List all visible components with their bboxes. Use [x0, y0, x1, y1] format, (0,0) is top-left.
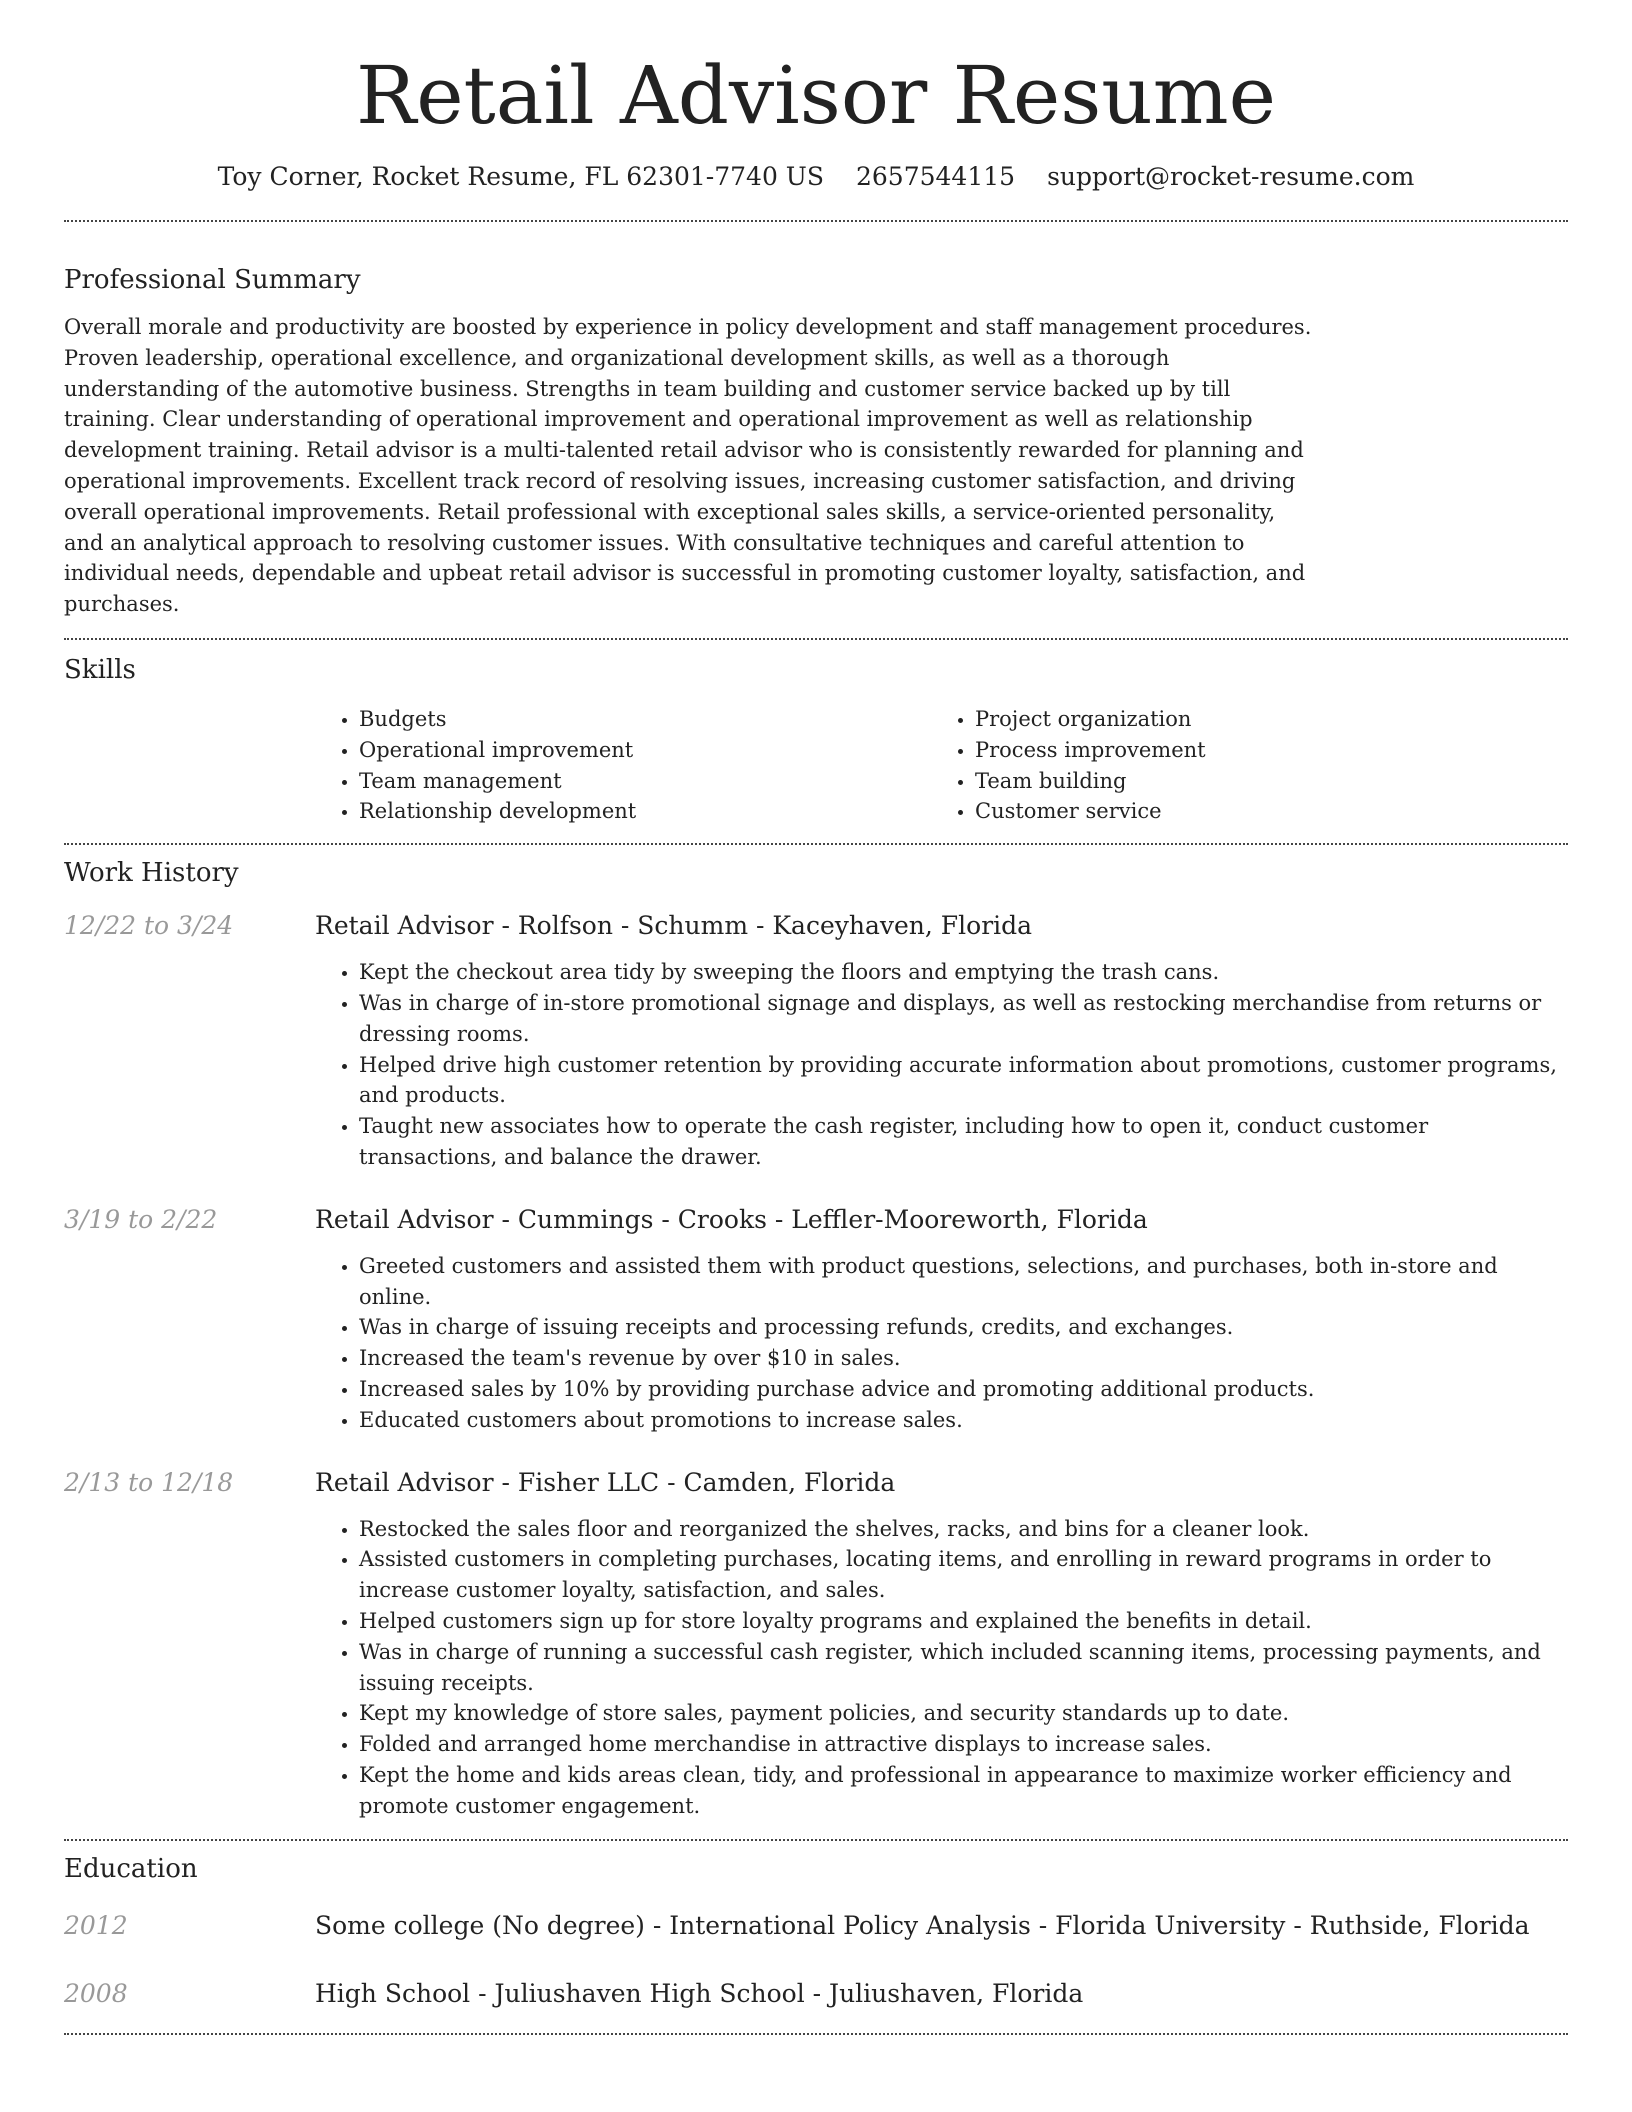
job-entry — [64, 1466, 1568, 1822]
job-details — [315, 1466, 1568, 1822]
job-bullet: • Increased sales by 10% by providing purchase advice and promoting additional products. — [359, 1374, 1568, 1405]
job-title: Retail Advisor - Cummings - Crooks - Leffler-Mooreworth, Florida — [315, 1204, 1148, 1234]
job-bullet: • Assisted customers in completing purchases, locating items, and enrolling in reward programs in order to increase customer loyalty, satisfaction, and sales. — [359, 1544, 1568, 1606]
job-bullet: • Kept the home and kids areas clean, tidy, and professional in appearance to maximize worker efficiency and promote customer engagement. — [359, 1760, 1568, 1822]
skill-item: • Relationship development — [359, 796, 931, 827]
job-bullet: • Was in charge of in-store promotional signage and displays, as well as restocking merchandise from returns or dressing rooms. — [359, 988, 1568, 1050]
education-section — [64, 1851, 1568, 2011]
education-year: 2008 — [64, 1979, 128, 2009]
divider — [64, 843, 1568, 845]
contact-address: Toy Corner, Rocket Resume, FL 62301-7740 US — [217, 162, 824, 191]
contact-email: support@rocket-resume.com — [1047, 162, 1415, 191]
job-bullet: • Kept my knowledge of store sales, payment policies, and security standards up to date. — [359, 1698, 1568, 1729]
job-entry — [64, 909, 1568, 1173]
job-dates: 2/13 to 12/18 — [64, 1467, 234, 1497]
skills-section — [64, 652, 1568, 827]
work-history-section — [64, 855, 1568, 1821]
job-bullets — [315, 957, 1568, 1173]
job-bullets — [315, 1251, 1568, 1436]
divider — [64, 1839, 1568, 1841]
resume-page — [64, 0, 1568, 2035]
job-bullet: • Folded and arranged home merchandise in attractive displays to increase sales. — [359, 1729, 1568, 1760]
job-bullet: • Was in charge of running a successful cash register, which included scanning items, processing payments, and issuing receipts. — [359, 1637, 1568, 1699]
job-bullet: • Helped drive high customer retention by providing accurate information about promotions, customer programs, and products. — [359, 1050, 1568, 1112]
skill-item: • Budgets — [359, 704, 931, 735]
skills-heading: Skills — [64, 654, 136, 685]
skill-item: • Project organization — [975, 704, 1547, 735]
job-entry — [64, 1203, 1568, 1436]
job-bullet: • Increased the team's revenue by over $10 in sales. — [359, 1343, 1568, 1374]
job-bullet: • Taught new associates how to operate the cash register, including how to open it, conduct customer transactions, and balance the drawer. — [359, 1111, 1568, 1173]
summary-section — [64, 262, 1568, 620]
education-details: Some college (No degree) - International Policy Analysis - Florida University - Ruthside, Florida — [315, 1911, 1530, 1941]
job-details — [315, 1203, 1568, 1436]
job-dates: 12/22 to 3/24 — [64, 911, 234, 941]
skill-item: • Customer service — [975, 796, 1547, 827]
skill-item: • Process improvement — [975, 735, 1547, 766]
job-bullet: • Restocked the sales floor and reorganized the shelves, racks, and bins for a cleaner look. — [359, 1514, 1568, 1545]
contact-info — [64, 160, 1568, 194]
job-bullets — [315, 1514, 1568, 1822]
contact-phone: 2657544115 — [856, 162, 1016, 191]
skill-item: • Operational improvement — [359, 735, 931, 766]
summary-text: Overall morale and productivity are boosted by experience in policy development and staff management procedures. Proven leadership, operational excellence, and organizational development skills, as well as a thorough understanding of the automotive business. Strengths in team building and customer service backed up by till training. Clear understanding of operational improvement and operational improvement as well as relationship development training. Retail advisor is a multi-talented retail advisor who is consistently rewarded for planning and operational improvements. Excellent track record of resolving issues, increasing customer satisfaction, and driving overall operational improvements. Retail professional with exceptional sales skills, a service-oriented personality, and an analytical approach to resolving customer issues. With consultative techniques and careful attention to individual needs, dependable and upbeat retail advisor is successful in promoting customer loyalty, satisfaction, and purchases. — [64, 315, 1312, 617]
education-entry — [64, 1909, 1568, 1943]
education-year: 2012 — [64, 1911, 128, 1941]
divider — [64, 220, 1568, 222]
education-entry — [64, 1977, 1568, 2011]
education-details: High School - Juliushaven High School - Juliushaven, Florida — [315, 1979, 1084, 2009]
job-bullet: • Was in charge of issuing receipts and processing refunds, credits, and exchanges. — [359, 1312, 1568, 1343]
job-title: Retail Advisor - Rolfson - Schumm - Kaceyhaven, Florida — [315, 911, 1033, 941]
education-heading: Education — [64, 1854, 198, 1885]
skills-column-left — [315, 704, 931, 827]
skill-item: • Team management — [359, 766, 931, 797]
resume-title: Retail Advisor Resume — [355, 49, 1277, 142]
job-bullet: • Greeted customers and assisted them with product questions, selections, and purchases, both in-store and online. — [359, 1251, 1568, 1313]
job-title: Retail Advisor - Fisher LLC - Camden, Florida — [315, 1467, 896, 1497]
job-details — [315, 909, 1568, 1173]
work-history-heading: Work History — [64, 858, 239, 889]
job-dates: 3/19 to 2/22 — [64, 1204, 218, 1234]
skills-column-right — [931, 704, 1547, 827]
summary-heading: Professional Summary — [64, 265, 361, 295]
divider — [64, 638, 1568, 640]
job-bullet: • Helped customers sign up for store loyalty programs and explained the benefits in detail. — [359, 1606, 1568, 1637]
divider — [64, 2033, 1568, 2035]
job-bullet: • Educated customers about promotions to increase sales. — [359, 1405, 1568, 1436]
skills-list — [315, 704, 1568, 827]
job-bullet: • Kept the checkout area tidy by sweeping the floors and emptying the trash cans. — [359, 957, 1568, 988]
skill-item: • Team building — [975, 766, 1547, 797]
